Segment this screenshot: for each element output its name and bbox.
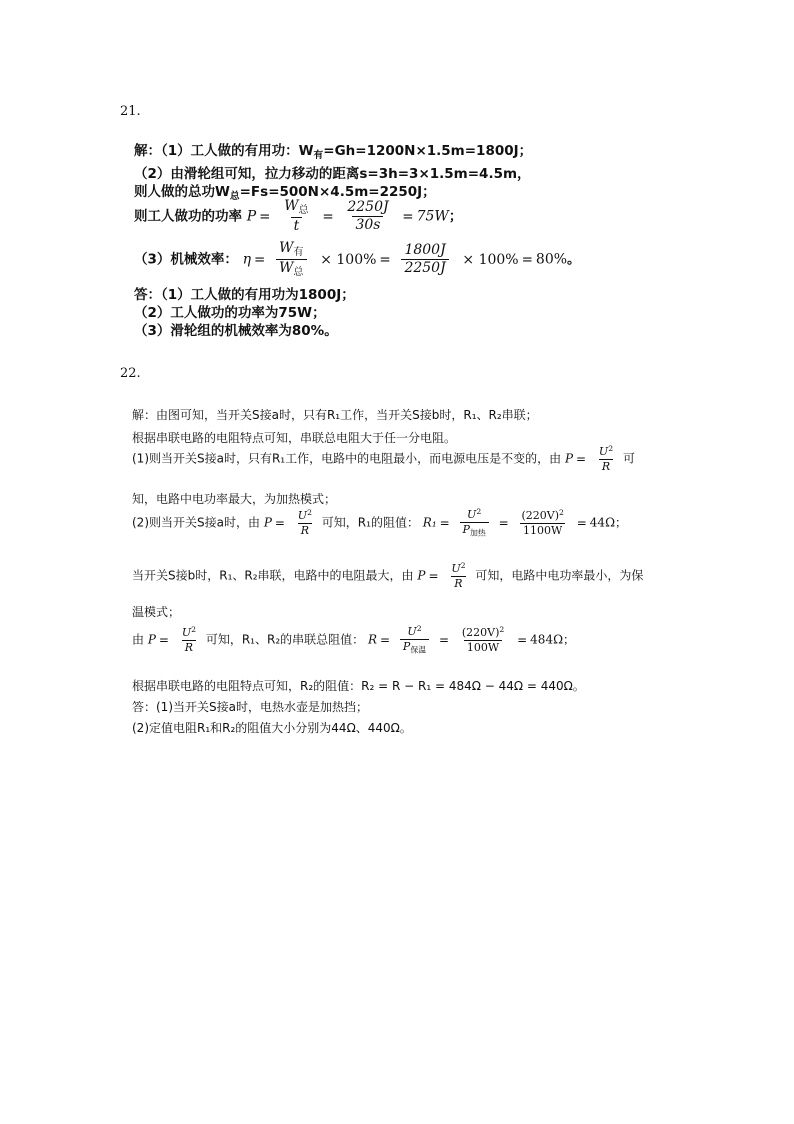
heating-resistance-fraction: $\frac{U^2}{P_{加热}}$: [460, 508, 489, 538]
q22-line-6: 当开关S接b时，R₁、R₂串联，电路中的电阻最大，由 P = $\frac{U^2}{R}$ 可知，电路中电功率最小，为保: [132, 561, 644, 590]
q22-answer-2: (2)定值电阻R₁和R₂的阻值大小分别为44Ω、440Ω。: [132, 721, 412, 735]
q21-line-useful-work: 解：（1）工人做的有用功：$W_有=Gh=1200N\times 1.5m=1800J$；: [134, 143, 533, 161]
q22-line-8: 由 P = $\frac{U^2}{R}$ 可知，R₁、R₂的串联总阻值： R = $\frac{U^2}{P_{保温}}$ = $\frac{(220V)^2}{100W}$ = 484Ω；: [132, 624, 576, 655]
power-formula-fraction: $\frac{U^2}{R}$: [297, 507, 312, 537]
series-resistance-fraction: $\frac{U^2}{P_{保温}}$: [400, 625, 429, 655]
efficiency-fraction-numeric: $\frac{1800J}{2250J}$: [401, 243, 448, 277]
q21-line-power: 则工人做功的功率 P = $\frac{W_总}{t}$ = $\frac{2250J}{30s}$ = 75W；: [134, 198, 463, 235]
power-formula-fraction: $\frac{U^2}{R}$: [451, 561, 466, 590]
q21-answer-2: （2）工人做功的功率为75W；: [134, 305, 326, 321]
q22-answer-1: 答：(1)当开关S接a时，电热水壶是加热挡；: [132, 700, 368, 714]
question-number-21: 21.: [120, 104, 141, 119]
power-fraction-numeric: $\frac{2250J}{30s}$: [347, 198, 389, 234]
q21-line-total-work: 则人做的总功$W_总=Fs=500N\times 4.5m=2250J$；: [134, 184, 436, 202]
q22-line-1: 解：由图可知，当开关S接a时，只有R₁工作，当开关S接b时，R₁、R₂串联；: [132, 408, 538, 422]
q22-line-3: (1)则当开关S接a时，只有R₁工作，电路中的电阻最小，而电源电压是不变的，由 P = $\frac{U^2}{R}$ 可: [132, 444, 635, 473]
q22-line-2: 根据串联电路的电阻特点可知，串联总电阻大于任一分电阻。: [132, 431, 457, 445]
heating-resistance-value-fraction: $\frac{(220V)^2}{1100W}$: [521, 507, 564, 537]
power-fraction-symbolic: $\frac{W_总}{t}$: [284, 198, 309, 235]
q22-line-4: 知，电路中电功率最大，为加热模式；: [132, 492, 337, 506]
q21-answer-1: 答：（1）工人做的有用功为1800J；: [134, 287, 355, 303]
power-formula-fraction: $\frac{U^2}{R}$: [598, 444, 614, 473]
efficiency-fraction-symbolic: $\frac{W_有}{W_总}$: [276, 241, 306, 278]
q22-line-7: 温模式；: [132, 605, 181, 619]
q21-line-efficiency: （3）机械效率： η = $\frac{W_有}{W_总}$ × 100% = $\frac{1800J}{2250J}$ × 100% = 80%。: [134, 240, 581, 279]
question-number-22: 22.: [120, 366, 141, 381]
q21-line-distance: （2）由滑轮组可知，拉力移动的距离s=3h=3×1.5m=4.5m，: [134, 166, 531, 182]
power-formula-fraction: $\frac{U^2}{R}$: [181, 624, 196, 654]
q22-line-9: 根据串联电路的电阻特点可知，R₂的阻值：R₂ = R − R₁ = 484Ω − 44Ω = 440Ω。: [132, 679, 585, 693]
q21-answer-3: （3）滑轮组的机械效率为80%。: [134, 323, 338, 339]
q22-line-5: (2)则当开关S接a时，由 P = $\frac{U^2}{R}$ 可知，R₁的阻值： R₁ = $\frac{U^2}{P_{加热}}$ = $\frac{(220V)^2}{1100W}$ = 44Ω；: [132, 507, 628, 538]
series-resistance-value-fraction: $\frac{(220V)^2}{100W}$: [461, 624, 505, 654]
